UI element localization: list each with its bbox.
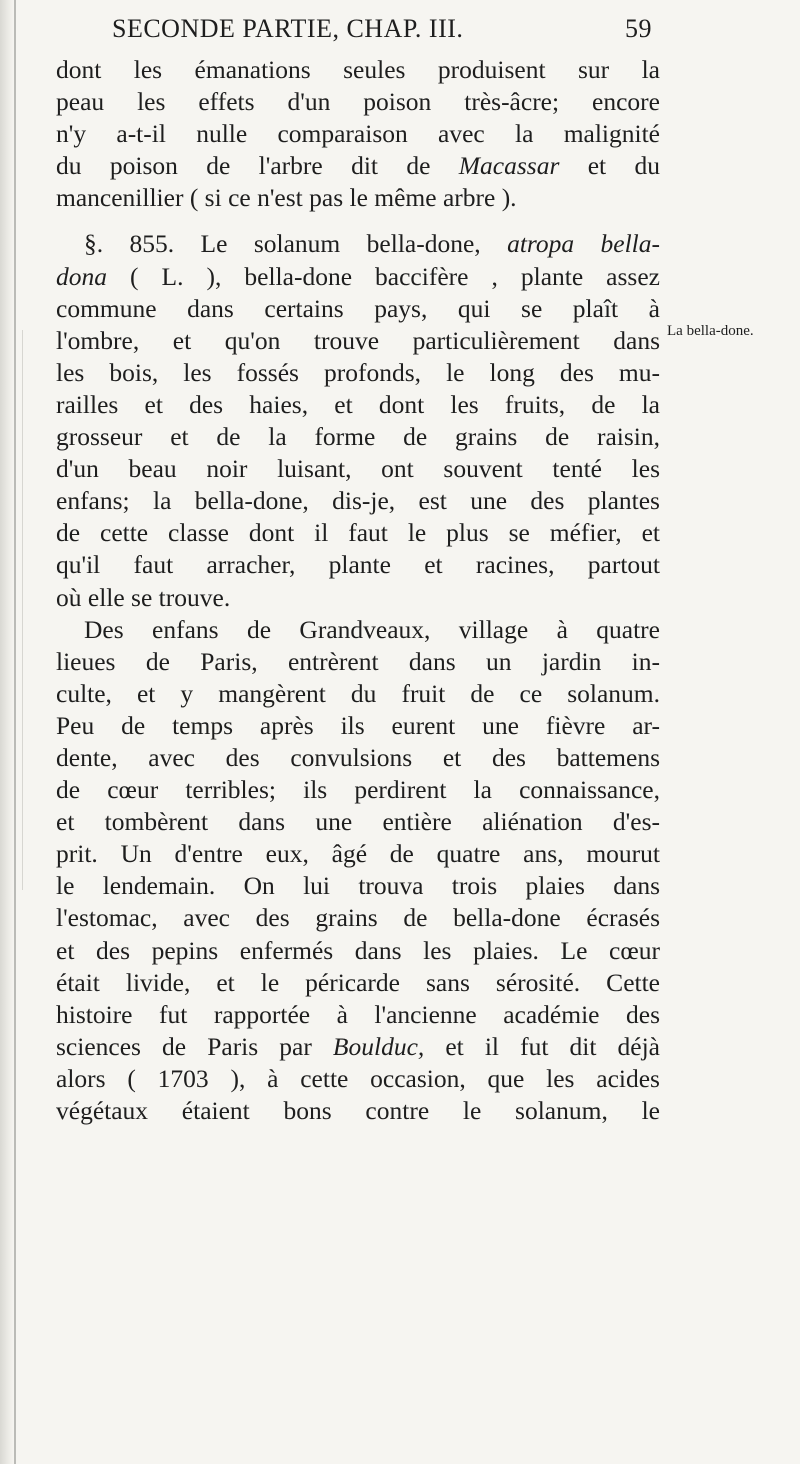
page-gutter-shadow <box>0 0 14 1464</box>
text-line: l'ombre, et qu'on trouve particulièrement dans <box>56 325 660 355</box>
text-line: était livide, et le péricarde sans sérosité. Cette <box>56 967 660 997</box>
text-line: les bois, les fossés profonds, le long des mu- <box>56 357 660 387</box>
text-segment: du poison de l'arbre dit de <box>56 151 459 181</box>
text-line: de cœur terribles; ils perdirent la connaissance, <box>56 775 660 805</box>
text-line: de cette classe dont il faut le plus se méfier, et <box>56 518 660 548</box>
text-line: railles et des haies, et dont les fruits, de la <box>56 389 660 419</box>
text-line <box>56 150 660 182</box>
running-title: SECONDE PARTIE, CHAP. III. <box>112 14 464 43</box>
text-line <box>56 1031 660 1063</box>
text-line: qu'il faut arracher, plante et racines, partout <box>56 550 660 580</box>
text-line: culte, et y mangèrent du fruit de ce solanum. <box>56 678 660 708</box>
text-line: et tombèrent dans une entière aliénation d'es- <box>56 807 660 837</box>
text-line: mancenillier ( si ce n'est pas le même arbre ). <box>56 183 517 213</box>
text-segment: et du <box>559 151 660 181</box>
text-line: histoire fut rapportée à l'ancienne académie des <box>56 999 660 1029</box>
text-segment: ( L. ), bella-done baccifère , plante assez <box>107 261 660 291</box>
text-line: alors ( 1703 ), à cette occasion, que les acides <box>56 1063 660 1093</box>
text-segment: §. 855. Le solanum bella-done, <box>84 229 508 259</box>
binding-edge-secondary <box>22 330 23 890</box>
text-line: grosseur et de la forme de grains de raisin, <box>56 422 660 452</box>
body-text <box>56 54 660 1127</box>
text-line: peau les effets d'un poison très-âcre; encore <box>56 87 660 117</box>
text-line: végétaux étaient bons contre le solanum, le <box>56 1096 660 1125</box>
text-line: l'estomac, avec des grains de bella-done écrasés <box>56 903 660 933</box>
paragraph-gap <box>56 214 660 228</box>
text-segment: sciences de Paris par <box>56 1031 333 1061</box>
italic-term: dona <box>56 261 107 291</box>
text-line: enfans; la bella-done, dis-je, est une des plantes <box>56 486 660 516</box>
text-line: le lendemain. On lui trouva trois plaies dans <box>56 871 660 901</box>
text-line: Peu de temps après ils eurent une fièvre ar- <box>56 710 660 740</box>
italic-term: Macassar <box>458 151 560 181</box>
page-header <box>112 14 652 54</box>
text-line: où elle se trouve. <box>56 582 231 612</box>
text-line: d'un beau noir luisant, ont souvent tenté les <box>56 454 660 484</box>
text-line: dente, avec des convulsions et des battemens <box>56 742 660 772</box>
text-line: n'y a-t-il nulle comparaison avec la malignité <box>56 119 660 149</box>
text-line: lieues de Paris, entrèrent dans un jardin in- <box>56 646 660 676</box>
text-line: commune dans certains pays, qui se plaît à <box>56 293 660 323</box>
text-line: prit. Un d'entre eux, âgé de quatre ans, mourut <box>56 839 660 869</box>
section-heading-line <box>56 228 660 260</box>
text-line: dont les émanations seules produisent sur la <box>56 55 660 84</box>
text-line: Des enfans de Grandveaux, village à quatre <box>84 614 660 644</box>
text-line: et des pepins enfermés dans les plaies. Le cœur <box>56 935 660 965</box>
italic-term: Boulduc, <box>332 1031 425 1061</box>
binding-edge <box>14 0 16 1464</box>
page-number: 59 <box>625 14 652 43</box>
text-segment: et il fut dit déjà <box>424 1031 660 1061</box>
text-line <box>56 261 660 293</box>
margin-note: La bella-done. <box>667 323 754 339</box>
italic-term: atropa bella- <box>507 229 661 259</box>
